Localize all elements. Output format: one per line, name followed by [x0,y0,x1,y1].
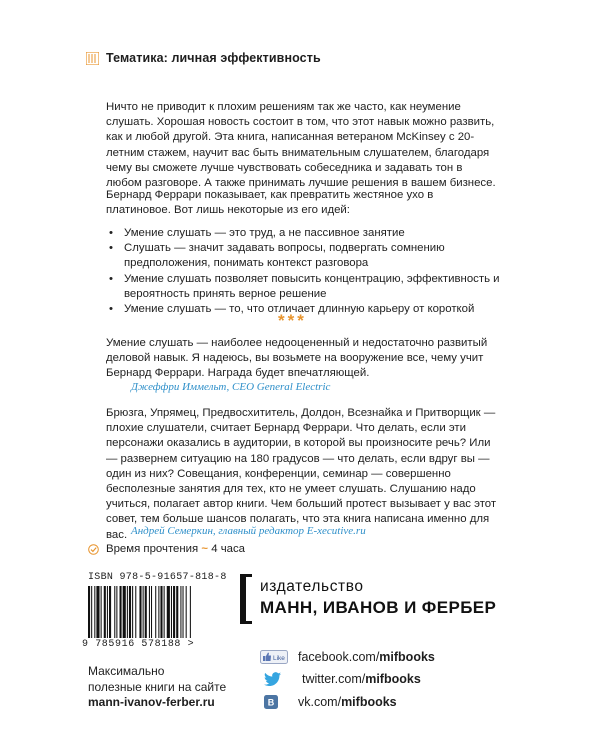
list-item: • Слушать — значит задавать вопросы, подвергать сомнению предположения, понимать контекст разговора [106,241,500,271]
promo-text [88,664,226,711]
barcode-bar [120,586,122,638]
barcode-bar [132,586,133,638]
list-item: • Умение слушать — это труд, а не пассивное занятие [106,226,500,241]
checkmark-circle-icon [88,544,99,555]
barcode-bar [173,586,175,638]
topic-stripes-icon [86,52,99,65]
facebook-url-prefix: facebook.com/ [298,650,380,664]
barcode-bar [176,586,178,638]
barcode-bar [135,586,136,638]
reading-time-label: Время прочтения [106,543,199,555]
publisher-name: МАНН, ИВАНОВ И ФЕРБЕР [260,598,497,617]
publisher-label: издательство [260,578,364,595]
barcode-bar [145,586,147,638]
barcode-bar [186,586,187,638]
barcode-bar [183,586,184,638]
promo-line: полезные книги на сайте [88,679,227,694]
barcode-bar [158,586,159,638]
promo-line: Максимально [88,664,165,678]
barcode-bar [149,586,150,638]
barcode-bar [123,586,126,638]
barcode-bar [104,586,106,638]
reading-time-value: 4 часа [211,543,246,555]
barcode-bar [151,586,152,638]
vk-letter: B [267,697,275,708]
barcode-bar [96,586,99,638]
barcode-bar [143,586,144,638]
isbn-number: ISBN 978-5-91657-818-8 [88,572,227,583]
barcode-bar [94,586,95,638]
barcode-icon [88,586,224,638]
facebook-like-icon [260,650,288,664]
twitter-link[interactable] [260,671,421,687]
topic-label: Тематика: личная эффективность [106,51,321,65]
reading-time-tilde: ~ [201,543,209,555]
barcode-bar [101,586,102,638]
barcode-bar [127,586,128,638]
review-quote: Брюзга, Упрямец, Предвосхититель, Долдон, Всезнайка и Притворщик — плохие слушатели, считает Бернард Феррари. Что делать, если эти персонажи оказались в аудитории, в которой вы произносите речь? Или — развернем ситуацию на 180 градусов — что делать, если вдруг вы — один из них? Совещания, конференции, семинар — совершенно бесполезные занятия для тех, кто не умеет слушать. Слушанию надо учиться, полагает автор книги. Чем больший протест вызывает у вас этот совет, тем больше шансов полагать, что эта книга написана именно для вас. [106,407,497,541]
barcode-bar [91,586,92,638]
description-paragraph: Ничто не приводит к плохим решениям так же часто, как неумение слушать. Хорошая новость состоит в том, что этот навык можно развить, как и любой другой. Эта книга, написанная ветераном McKinsey с 20-летним стажем, научит вас быть внимательным слушателем, благодаря чему вы сможете лучше чувствовать собеседника и задавать тон в любом разговоре. А также принимать лучшие решения в вашем бизнесе. [106,101,496,190]
website-link[interactable]: mann-ivanov-ferber.ru [88,695,215,709]
barcode-bar [167,586,170,638]
intro-paragraph: Бернард Феррари показывает, как превратить жестяное ухо в платиновое. Вот лишь некоторые из его идей: [106,189,434,217]
facebook-link[interactable] [260,649,435,665]
vk-icon [264,695,278,709]
like-label: Like [273,655,285,662]
review-author: Андрей Семеркин, главный редактор E-xecutive.ru [131,525,366,537]
barcode-bar [116,586,117,638]
barcode-bar [139,586,141,638]
ideas-list [106,226,500,317]
twitter-handle: mifbooks [365,672,421,686]
barcode-bar [88,586,90,638]
barcode-bar [129,586,131,638]
twitter-url-prefix: twitter.com/ [302,672,366,686]
barcode-bar [114,586,115,638]
barcode-bar [109,586,111,638]
barcode-digits: 9 785916 578188 > [82,639,195,650]
publisher-bracket-icon [240,574,252,624]
vk-url-prefix: vk.com/ [298,695,342,709]
barcode-bar [164,586,165,638]
barcode-bar [107,586,108,638]
reading-time [106,543,245,555]
section-separator: *** [278,311,307,330]
facebook-handle: mifbooks [379,650,435,664]
vk-link[interactable] [260,694,397,710]
review-author: Джеффри Иммельт, CEO General Electric [131,381,331,393]
barcode-bar [171,586,172,638]
list-item: • Умение слушать — то, что отличает длинную карьеру от короткой [106,302,500,317]
list-item: • Умение слушать позволяет повысить концентрацию, эффективность и вероятность принять верное решение [106,272,500,302]
review-quote: Умение слушать — наиболее недооцененный и недостаточно развитый деловой навык. Я надеюсь, вы возьмете на вооружение все, чему учит Бернард Феррари. Награда будет впечатляющей. [106,337,488,380]
barcode-bar [180,586,181,638]
barcode-bar [155,586,156,638]
barcode-bar [160,586,162,638]
vk-handle: mifbooks [341,695,397,709]
barcode-bar [190,586,191,638]
twitter-bird-icon [264,672,282,686]
